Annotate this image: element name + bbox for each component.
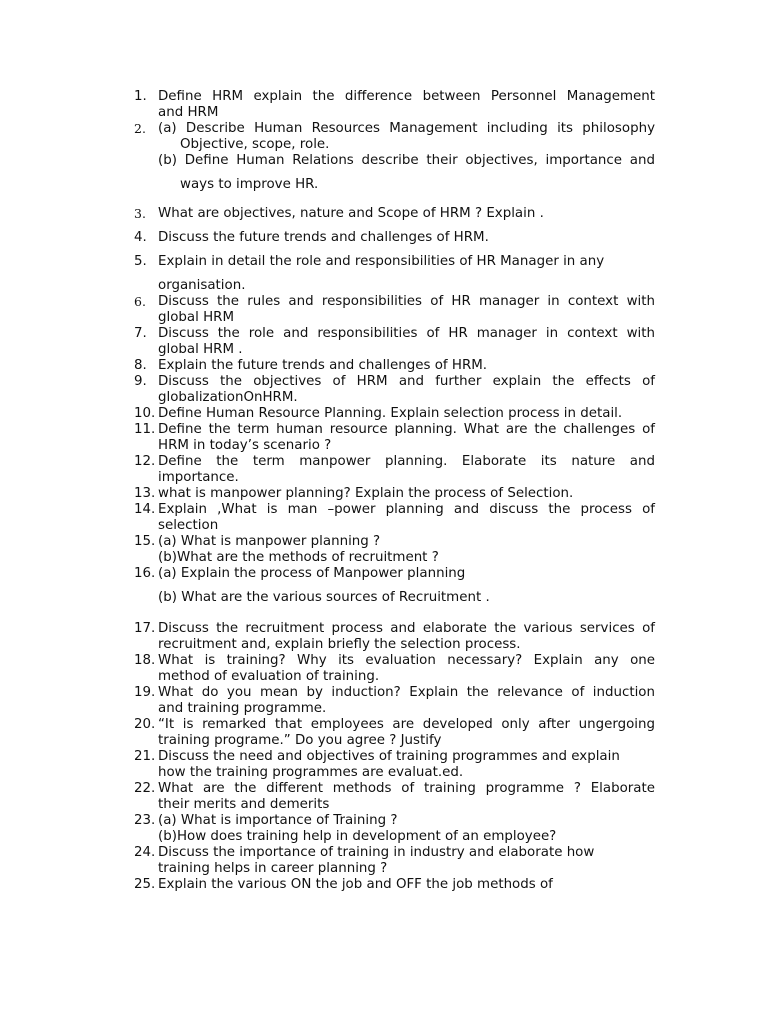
question-number: 16. (134, 566, 156, 581)
question-text (158, 845, 655, 877)
question-text (158, 206, 655, 222)
question-text (158, 406, 655, 422)
question-line: Discuss the objectives of HRM and further explain the effects of (158, 374, 655, 389)
question-text (158, 566, 655, 606)
question-text (158, 534, 655, 566)
question-line: Discuss the recruitment process and elaborate the various services of (158, 621, 655, 636)
question-line: (b)What are the methods of recruitment ? (158, 550, 439, 565)
question-item (134, 358, 655, 374)
question-line: What do you mean by induction? Explain the relevance of induction (158, 685, 655, 700)
question-line: Define HRM explain the difference between Personnel Management (158, 89, 655, 104)
question-line: (a) Explain the process of Manpower planning (158, 566, 466, 581)
question-number: 4. (134, 230, 147, 245)
question-line: (b)How does training help in development of an employee? (158, 829, 557, 844)
question-line: Define Human Resource Planning. Explain selection process in detail. (158, 406, 623, 421)
question-line: What are objectives, nature and Scope of HRM ? Explain . (158, 206, 544, 221)
question-text (158, 294, 655, 326)
question-line: what is manpower planning? Explain the process of Selection. (158, 486, 574, 501)
question-item (134, 685, 655, 717)
question-line: (b) Define Human Relations describe their objectives, importance and (158, 153, 655, 168)
question-line: “It is remarked that employees are developed only after ungergoing (158, 717, 655, 732)
question-number: 11. (134, 422, 156, 437)
question-text (158, 813, 655, 845)
question-list (134, 89, 655, 893)
question-item (134, 621, 655, 653)
question-line: Explain the future trends and challenges of HRM. (158, 358, 488, 373)
question-number: 10. (134, 406, 156, 421)
question-item (134, 422, 655, 454)
question-line: Explain the various ON the job and OFF the job methods of (158, 877, 553, 892)
question-number: 8. (134, 358, 147, 373)
question-text (158, 358, 655, 374)
question-item (134, 294, 655, 326)
question-text (158, 502, 655, 534)
question-item (134, 254, 655, 294)
question-line: global HRM (158, 310, 235, 325)
question-item (134, 486, 655, 502)
question-text (158, 230, 655, 246)
question-text (158, 781, 655, 813)
question-number: 25. (134, 877, 156, 892)
question-number: 23. (134, 813, 156, 828)
question-line: importance. (158, 470, 239, 485)
question-item (134, 230, 655, 246)
question-number: 9. (134, 374, 147, 389)
question-line: how the training programmes are evaluat.ed. (158, 765, 464, 780)
question-number: 17. (134, 621, 156, 636)
question-item (134, 781, 655, 813)
question-text (158, 326, 655, 358)
question-line: ways to improve HR. (180, 177, 319, 192)
question-number: 1. (134, 89, 147, 104)
question-text (158, 89, 655, 121)
question-line: selection (158, 518, 219, 533)
question-line: global HRM . (158, 342, 243, 357)
question-line: Define the term human resource planning. What are the challenges of (158, 422, 655, 437)
question-item (134, 845, 655, 877)
question-text (158, 877, 655, 893)
question-item (134, 877, 655, 893)
question-item (134, 89, 655, 121)
question-text (158, 254, 655, 294)
question-line: Discuss the importance of training in industry and elaborate how (158, 845, 595, 860)
question-item (134, 406, 655, 422)
question-number: 14. (134, 502, 156, 517)
question-number: 18. (134, 653, 156, 668)
question-item (134, 121, 655, 193)
question-line: Explain in detail the role and responsibilities of HR Manager in any (158, 254, 605, 269)
question-line: Discuss the rules and responsibilities of HR manager in context with (158, 294, 655, 309)
question-text (158, 422, 655, 454)
question-number: 20. (134, 717, 156, 732)
question-number: 6. (134, 294, 146, 309)
question-line: training helps in career planning ? (158, 861, 388, 876)
question-item (134, 566, 655, 606)
question-line: and training programme. (158, 701, 327, 716)
question-number: 19. (134, 685, 156, 700)
question-text (158, 621, 655, 653)
question-line: Discuss the role and responsibilities of HR manager in context with (158, 326, 655, 341)
question-item (134, 534, 655, 566)
question-item (134, 502, 655, 534)
question-line: What are the different methods of training programme ? Elaborate (158, 781, 655, 796)
question-line: (a) What is manpower planning ? (158, 534, 381, 549)
question-line: recruitment and, explain briefly the selection process. (158, 637, 521, 652)
question-line: training programe.” Do you agree ? Justify (158, 733, 442, 748)
question-number: 13. (134, 486, 156, 501)
question-line: What is training? Why its evaluation necessary? Explain any one (158, 653, 655, 668)
question-line: (b) What are the various sources of Recruitment . (158, 590, 490, 605)
question-line: (a) What is importance of Training ? (158, 813, 398, 828)
question-line: and HRM (158, 105, 219, 120)
question-line: Define the term manpower planning. Elaborate its nature and (158, 454, 655, 469)
question-number: 24. (134, 845, 156, 860)
question-line: Discuss the need and objectives of training programmes and explain (158, 749, 620, 764)
question-number: 12. (134, 454, 156, 469)
question-text (158, 749, 655, 781)
question-text (158, 374, 655, 406)
question-line: organisation. (158, 278, 246, 293)
question-text (158, 653, 655, 685)
question-number: 15. (134, 534, 156, 549)
question-number: 3. (134, 206, 146, 221)
question-line: Objective, scope, role. (180, 137, 330, 152)
question-line: their merits and demerits (158, 797, 330, 812)
question-number: 2. (134, 121, 146, 136)
question-item (134, 206, 655, 222)
question-item (134, 326, 655, 358)
question-number: 21. (134, 749, 156, 764)
question-text (158, 486, 655, 502)
question-item (134, 749, 655, 781)
question-text (158, 454, 655, 486)
question-line: Discuss the future trends and challenges of HRM. (158, 230, 489, 245)
question-text (158, 121, 655, 193)
question-item (134, 374, 655, 406)
question-line: Explain ,What is man –power planning and discuss the process of (158, 502, 655, 517)
question-text (158, 717, 655, 749)
question-number: 22. (134, 781, 156, 796)
question-item (134, 454, 655, 486)
question-line: method of evaluation of training. (158, 669, 380, 684)
question-item (134, 717, 655, 749)
question-line: HRM in today’s scenario ? (158, 438, 332, 453)
question-line: globalizationOnHRM. (158, 390, 298, 405)
question-line: (a) Describe Human Resources Management including its philosophy (158, 121, 655, 136)
question-item (134, 813, 655, 845)
question-text (158, 685, 655, 717)
question-item (134, 653, 655, 685)
question-number: 7. (134, 326, 147, 341)
question-number: 5. (134, 254, 147, 269)
